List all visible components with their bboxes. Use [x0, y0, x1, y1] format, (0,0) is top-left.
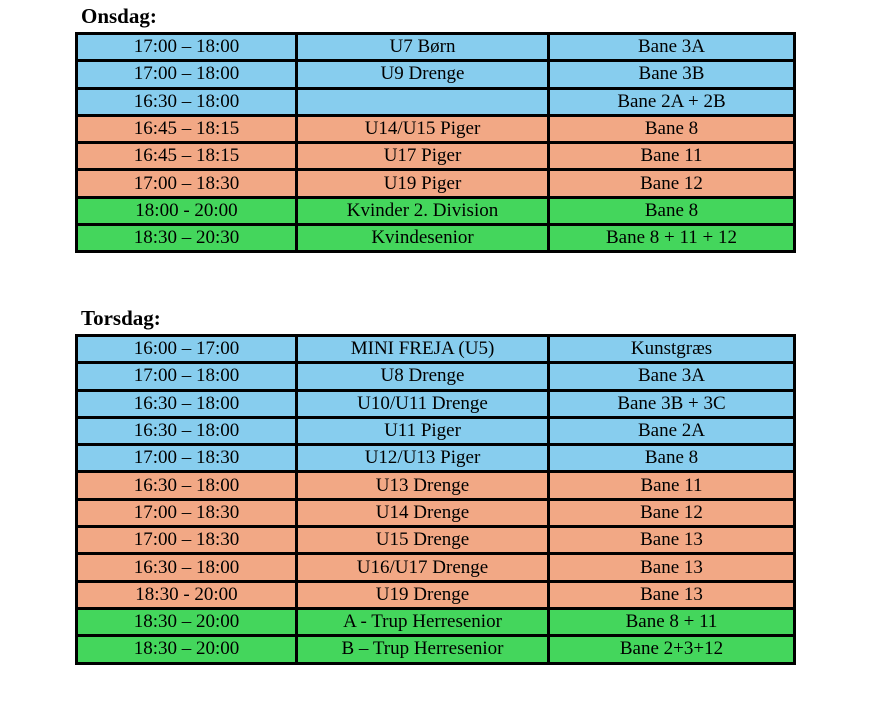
field-cell: Bane 13 [549, 527, 795, 554]
time-cell: 16:00 – 17:00 [77, 336, 297, 363]
time-cell: 18:00 - 20:00 [77, 197, 297, 224]
time-cell: 16:45 – 18:15 [77, 115, 297, 142]
field-cell: Bane 8 [549, 115, 795, 142]
time-cell: 17:00 – 18:00 [77, 61, 297, 88]
time-cell: 16:30 – 18:00 [77, 88, 297, 115]
schedule-row [77, 363, 795, 390]
field-cell: Bane 3A [549, 363, 795, 390]
team-cell: U19 Drenge [297, 581, 549, 608]
team-cell: U12/U13 Piger [297, 445, 549, 472]
time-cell: 17:00 – 18:00 [77, 34, 297, 61]
team-cell: U7 Børn [297, 34, 549, 61]
torsdag-schedule-table [75, 334, 796, 665]
team-cell: U13 Drenge [297, 472, 549, 499]
schedule-row [77, 472, 795, 499]
team-cell: U14 Drenge [297, 499, 549, 526]
time-cell: 16:30 – 18:00 [77, 472, 297, 499]
field-cell: Bane 2+3+12 [549, 636, 795, 663]
team-cell: U17 Piger [297, 143, 549, 170]
team-cell: U9 Drenge [297, 61, 549, 88]
field-cell: Bane 11 [549, 472, 795, 499]
schedule-row [77, 225, 795, 252]
time-cell: 17:00 – 18:30 [77, 445, 297, 472]
schedule-row [77, 115, 795, 142]
time-cell: 16:30 – 18:00 [77, 390, 297, 417]
schedule-row [77, 527, 795, 554]
team-cell: U16/U17 Drenge [297, 554, 549, 581]
team-cell: B – Trup Herresenior [297, 636, 549, 663]
team-cell: U8 Drenge [297, 363, 549, 390]
team-cell: Kvindesenior [297, 225, 549, 252]
schedule-row [77, 554, 795, 581]
team-cell: U10/U11 Drenge [297, 390, 549, 417]
schedule-row [77, 581, 795, 608]
team-cell: A - Trup Herresenior [297, 608, 549, 635]
team-cell: U11 Piger [297, 417, 549, 444]
field-cell: Bane 8 + 11 [549, 608, 795, 635]
torsdag-heading: Torsdag: [81, 306, 161, 330]
field-cell: Bane 12 [549, 170, 795, 197]
team-cell [297, 88, 549, 115]
team-cell: U15 Drenge [297, 527, 549, 554]
schedule-row [77, 608, 795, 635]
schedule-row [77, 143, 795, 170]
field-cell: Kunstgræs [549, 336, 795, 363]
schedule-row [77, 445, 795, 472]
time-cell: 18:30 – 20:00 [77, 636, 297, 663]
schedule-row [77, 34, 795, 61]
team-cell: MINI FREJA (U5) [297, 336, 549, 363]
time-cell: 17:00 – 18:30 [77, 170, 297, 197]
schedule-row [77, 170, 795, 197]
time-cell: 16:30 – 18:00 [77, 554, 297, 581]
field-cell: Bane 2A [549, 417, 795, 444]
schedule-row [77, 61, 795, 88]
time-cell: 17:00 – 18:30 [77, 527, 297, 554]
onsdag-schedule-table [75, 32, 796, 253]
time-cell: 18:30 - 20:00 [77, 581, 297, 608]
field-cell: Bane 3A [549, 34, 795, 61]
field-cell: Bane 11 [549, 143, 795, 170]
team-cell: U19 Piger [297, 170, 549, 197]
field-cell: Bane 8 [549, 197, 795, 224]
time-cell: 18:30 – 20:00 [77, 608, 297, 635]
schedule-row [77, 499, 795, 526]
schedule-row [77, 417, 795, 444]
time-cell: 17:00 – 18:30 [77, 499, 297, 526]
field-cell: Bane 13 [549, 554, 795, 581]
field-cell: Bane 12 [549, 499, 795, 526]
field-cell: Bane 3B + 3C [549, 390, 795, 417]
field-cell: Bane 2A + 2B [549, 88, 795, 115]
schedule-row [77, 390, 795, 417]
schedule-row [77, 636, 795, 663]
time-cell: 17:00 – 18:00 [77, 363, 297, 390]
schedule-row [77, 336, 795, 363]
schedule-row [77, 88, 795, 115]
time-cell: 16:45 – 18:15 [77, 143, 297, 170]
time-cell: 18:30 – 20:30 [77, 225, 297, 252]
field-cell: Bane 8 [549, 445, 795, 472]
field-cell: Bane 8 + 11 + 12 [549, 225, 795, 252]
onsdag-heading: Onsdag: [81, 4, 157, 28]
schedule-row [77, 197, 795, 224]
time-cell: 16:30 – 18:00 [77, 417, 297, 444]
field-cell: Bane 3B [549, 61, 795, 88]
team-cell: Kvinder 2. Division [297, 197, 549, 224]
team-cell: U14/U15 Piger [297, 115, 549, 142]
field-cell: Bane 13 [549, 581, 795, 608]
